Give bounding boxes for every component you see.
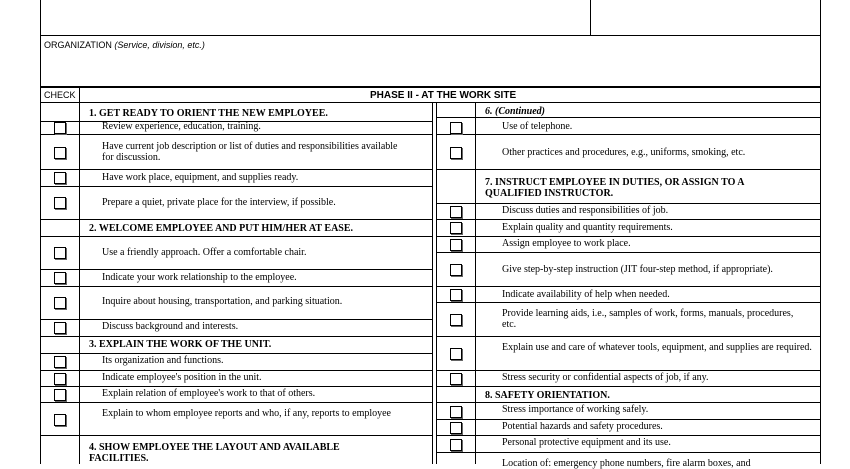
- item-text: Provide learning aids, i.e., samples of work, forms, manuals, procedures, etc.: [502, 308, 794, 330]
- checkbox[interactable]: [54, 172, 66, 184]
- checkbox[interactable]: [54, 147, 66, 159]
- check-column-header: CHECK: [44, 90, 76, 100]
- item-text: Explain relation of employee's work to that of others.: [102, 388, 316, 399]
- checkbox[interactable]: [54, 297, 66, 309]
- item-text: Location of: emergency phone numbers, fire alarm boxes, and: [502, 458, 751, 469]
- border-left-top: [40, 0, 41, 35]
- section-1-heading: 1. GET READY TO ORIENT THE NEW EMPLOYEE.: [89, 108, 328, 119]
- check-col-divider: [79, 88, 80, 464]
- checkbox[interactable]: [54, 356, 66, 368]
- row-sep: [436, 252, 820, 253]
- item-text: Potential hazards and safety procedures.: [502, 421, 663, 432]
- checkbox[interactable]: [450, 206, 462, 218]
- row-sep: [40, 236, 432, 237]
- checkbox[interactable]: [450, 289, 462, 301]
- item-text: Use of telephone.: [502, 121, 573, 132]
- checkbox[interactable]: [54, 414, 66, 426]
- row-sep: [436, 386, 820, 387]
- checkbox[interactable]: [450, 373, 462, 385]
- row-sep: [436, 302, 820, 303]
- checkbox[interactable]: [54, 272, 66, 284]
- row-sep: [40, 186, 432, 187]
- checkbox[interactable]: [450, 222, 462, 234]
- section-7-heading: 7. INSTRUCT EMPLOYEE IN DUTIES, OR ASSIGN TO A QUALIFIED INSTRUCTOR.: [485, 177, 744, 199]
- item-text: Stress importance of working safely.: [502, 404, 649, 415]
- item-text: Stress security or confidential aspects of job, if any.: [502, 372, 709, 383]
- checkbox[interactable]: [450, 406, 462, 418]
- item-text: Indicate availability of help when needed.: [502, 289, 670, 300]
- item-text: Explain quality and quantity requirements.: [502, 222, 673, 233]
- item-text: Personal protective equipment and its use.: [502, 437, 671, 448]
- row-sep: [40, 353, 432, 354]
- row-sep: [40, 134, 432, 135]
- checkbox[interactable]: [450, 422, 462, 434]
- checkbox[interactable]: [450, 314, 462, 326]
- center-divider-2: [436, 102, 437, 464]
- item-text: Indicate your work relationship to the employee.: [102, 272, 297, 283]
- phase-title: PHASE II - AT THE WORK SITE: [370, 90, 517, 101]
- field-divider: [590, 0, 591, 35]
- rule-phase: [40, 102, 821, 103]
- item-text: Give step-by-step instruction (JIT four-step method, if appropriate).: [502, 264, 773, 275]
- checkbox[interactable]: [450, 147, 462, 159]
- item-text: Inquire about housing, transportation, and parking situation.: [102, 296, 343, 307]
- center-divider: [432, 102, 433, 464]
- row-sep: [40, 169, 432, 170]
- border-left: [40, 88, 41, 464]
- row-sep: [436, 236, 820, 237]
- checkbox[interactable]: [450, 264, 462, 276]
- section-6-heading: 6. (Continued): [485, 106, 546, 117]
- checkbox[interactable]: [54, 322, 66, 334]
- row-sep: [436, 452, 820, 453]
- row-sep: [40, 435, 432, 436]
- checkbox[interactable]: [54, 373, 66, 385]
- item-text: Discuss duties and responsibilities of job.: [502, 205, 669, 216]
- section-2-heading: 2. WELCOME EMPLOYEE AND PUT HIM/HER AT EASE.: [89, 223, 354, 234]
- checkbox[interactable]: [450, 122, 462, 134]
- organization-label: ORGANIZATION (Service, division, etc.): [44, 40, 205, 50]
- checkbox[interactable]: [54, 247, 66, 259]
- item-text: Discuss background and interests.: [102, 321, 239, 332]
- section-4-heading: 4. SHOW EMPLOYEE THE LAYOUT AND AVAILABLE FACILITIES.: [89, 442, 340, 464]
- item-text: Its organization and functions.: [102, 355, 224, 366]
- row-sep: [436, 402, 820, 403]
- border-left-org: [40, 35, 41, 86]
- item-text: Prepare a quiet, private place for the interview, if possible.: [102, 197, 336, 208]
- item-text: Use a friendly approach. Offer a comfortable chair.: [102, 247, 307, 258]
- checkbox[interactable]: [450, 439, 462, 451]
- row-sep: [436, 336, 820, 337]
- item-text: Have work place, equipment, and supplies ready.: [102, 172, 299, 183]
- row-sep: [436, 134, 820, 135]
- row-sep: [436, 286, 820, 287]
- row-sep: [436, 169, 820, 170]
- item-text: Have current job description or list of duties and responsibilities available for discussion.: [102, 141, 398, 163]
- row-sep: [40, 319, 432, 320]
- row-sep: [40, 336, 432, 337]
- row-sep: [40, 219, 432, 220]
- row-sep: [436, 435, 820, 436]
- item-text: Assign employee to work place.: [502, 238, 631, 249]
- row-sep: [436, 219, 820, 220]
- checkbox[interactable]: [450, 239, 462, 251]
- checkbox[interactable]: [54, 197, 66, 209]
- section-3-heading: 3. EXPLAIN THE WORK OF THE UNIT.: [89, 339, 272, 350]
- row-sep: [40, 402, 432, 403]
- right-check-col-divider: [475, 102, 476, 464]
- row-sep: [40, 386, 432, 387]
- row-sep: [436, 419, 820, 420]
- row-sep: [436, 203, 820, 204]
- border-right: [820, 0, 821, 464]
- item-text: Indicate employee's position in the unit.: [102, 372, 262, 383]
- item-text: Explain to whom employee reports and who, if any, reports to employee: [102, 408, 391, 419]
- row-sep: [40, 286, 432, 287]
- item-text: Explain use and care of whatever tools, equipment, and supplies are required.: [502, 342, 812, 353]
- checkbox[interactable]: [54, 389, 66, 401]
- rule-top: [40, 35, 821, 36]
- checkbox[interactable]: [450, 348, 462, 360]
- row-sep: [436, 117, 820, 118]
- checkbox[interactable]: [54, 122, 66, 134]
- section-8-heading: 8. SAFETY ORIENTATION.: [485, 390, 610, 401]
- item-text: Other practices and procedures, e.g., uniforms, smoking, etc.: [502, 147, 746, 158]
- item-text: Review experience, education, training.: [102, 121, 261, 132]
- rule-org-bottom: [40, 86, 821, 88]
- row-sep: [40, 370, 432, 371]
- row-sep: [436, 370, 820, 371]
- row-sep: [40, 269, 432, 270]
